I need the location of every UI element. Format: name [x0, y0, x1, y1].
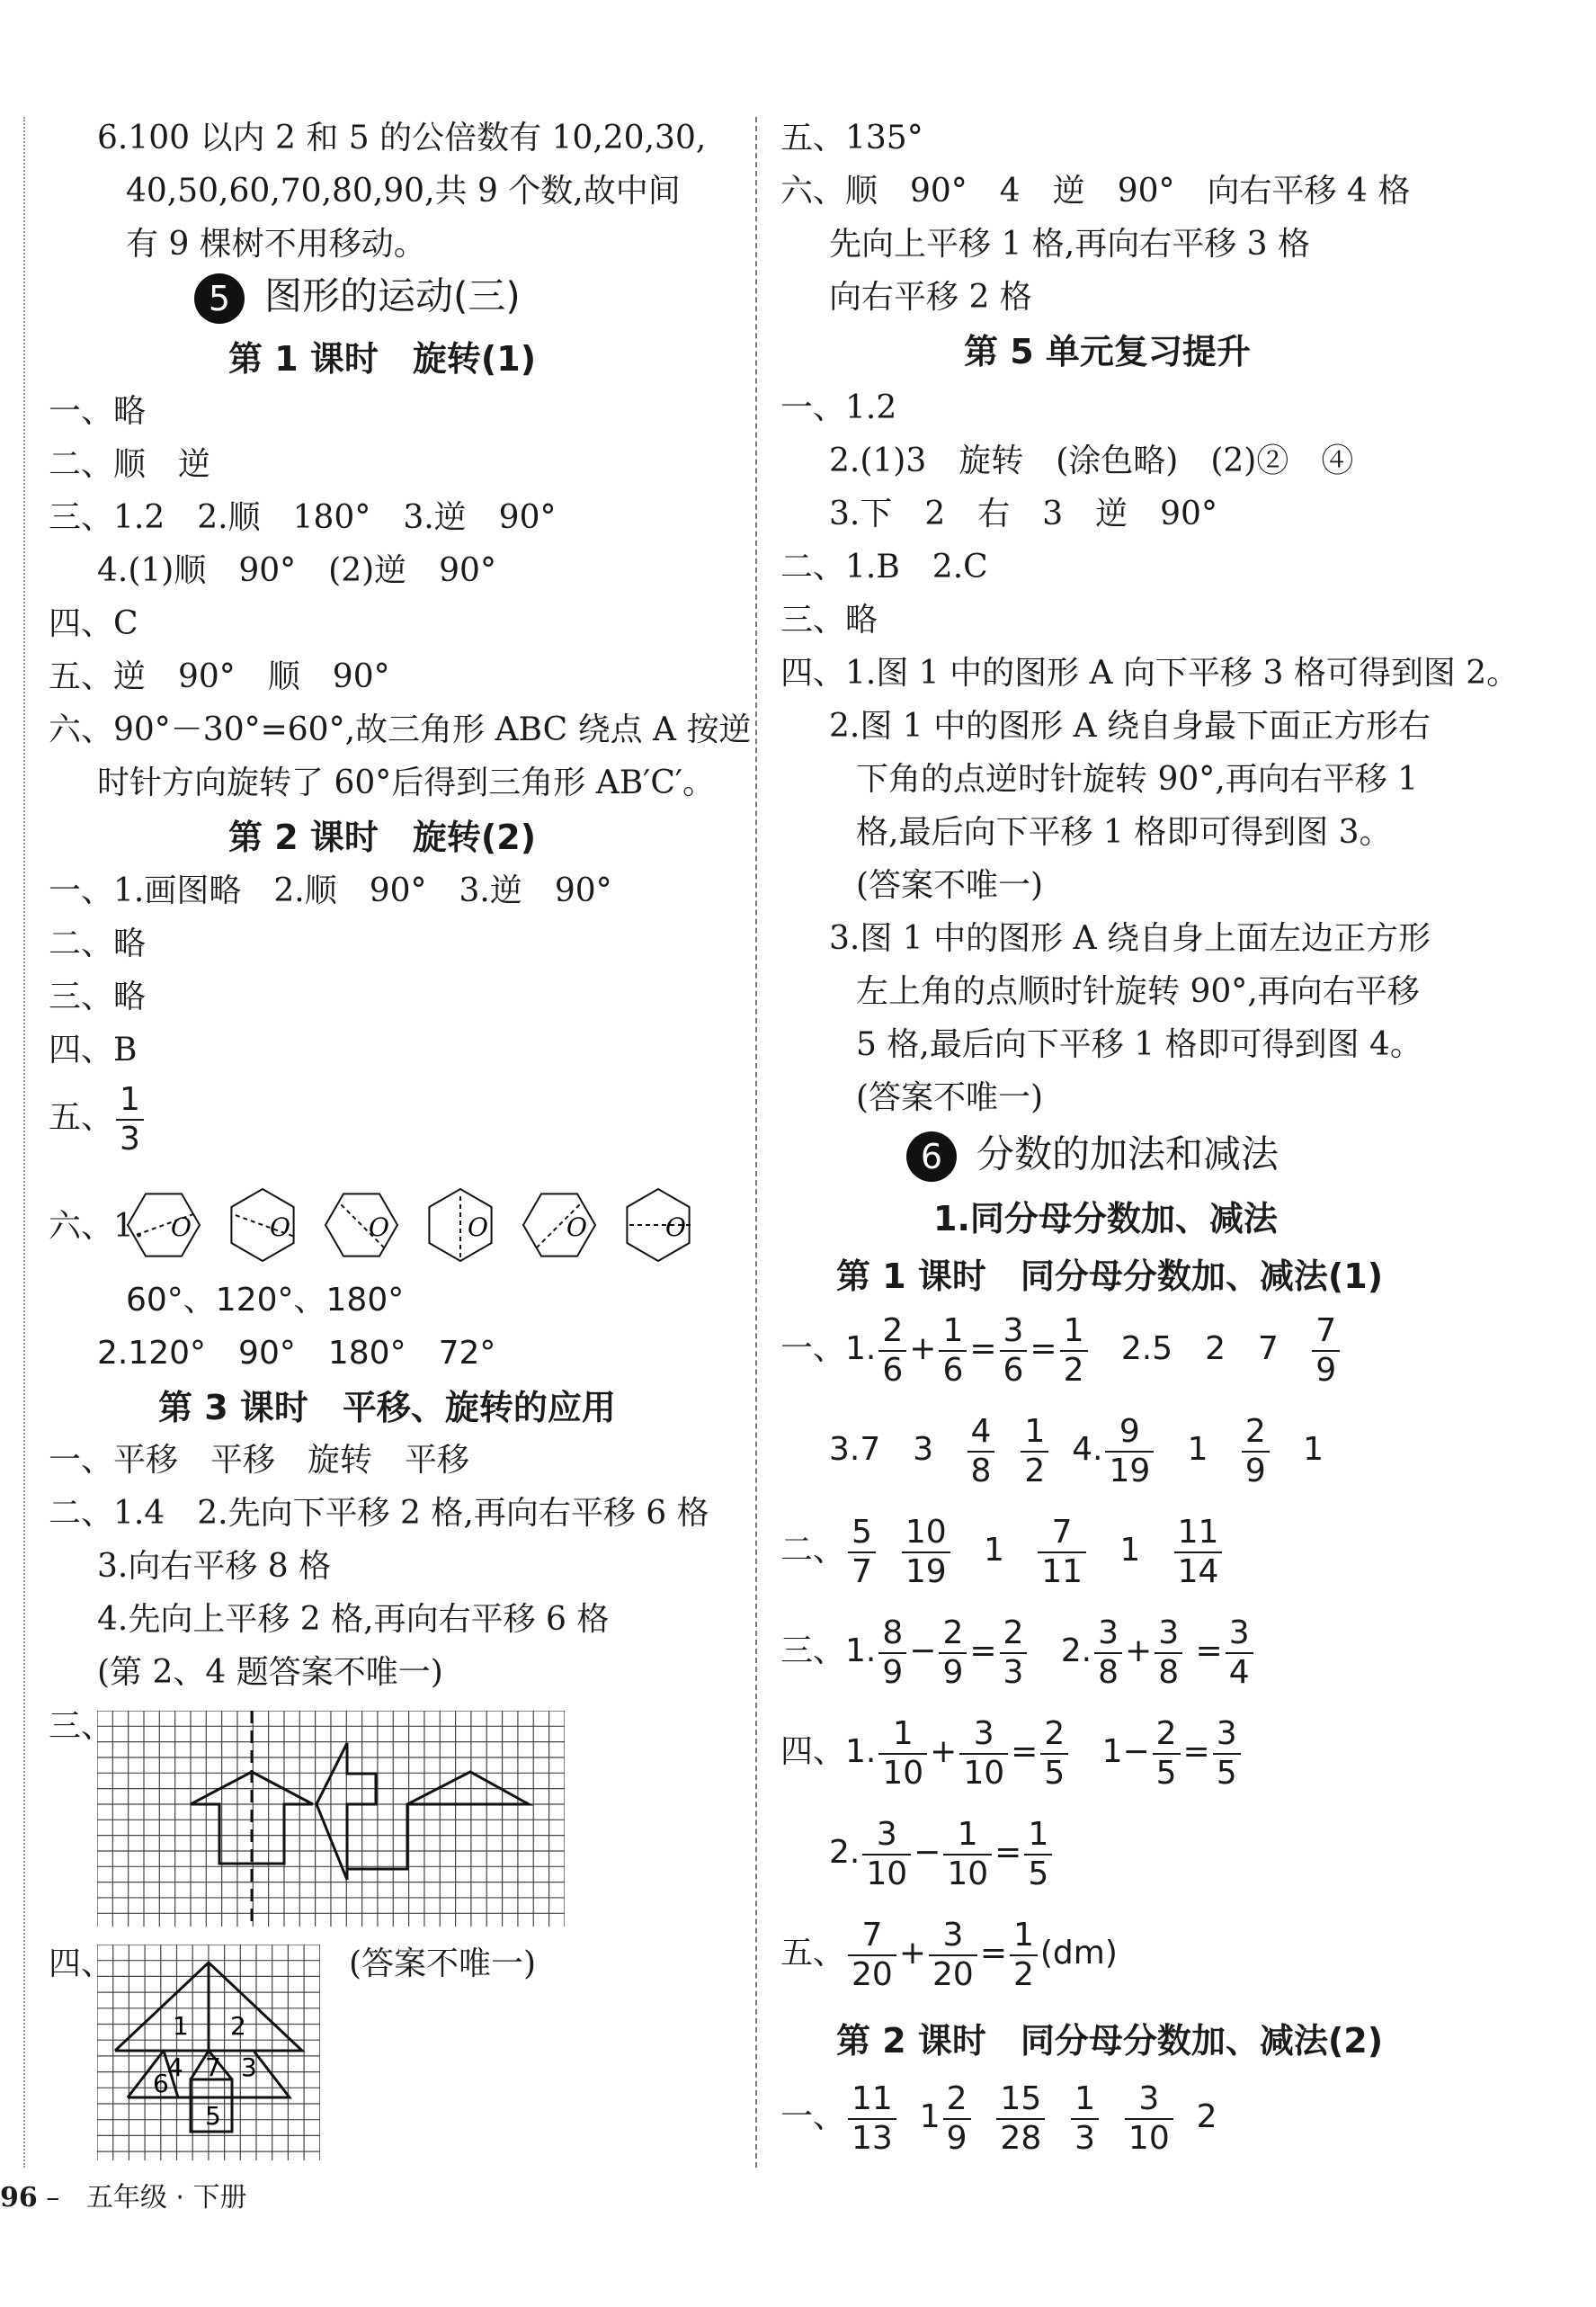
fraction: $\frac{3}{20}$: [929, 1919, 977, 1991]
answer-line: 2.(1)3 旋转 (涂色略) (2)② ④: [829, 443, 1354, 479]
answer-line: 六、90°－30°=60°,故三角形 ABC 绕点 A 按逆: [49, 711, 752, 748]
answer-line: 五、 $\frac{1}{3}$: [49, 1084, 147, 1156]
hexagon-figure: [626, 1189, 691, 1261]
fraction: $\frac{3}{6}$: [1000, 1315, 1028, 1387]
fraction: $\frac{5}{7}$: [848, 1516, 876, 1588]
unit-title: 分数的加法和减法: [976, 1131, 1279, 1176]
answer-note: (答案不唯一): [349, 1945, 537, 1982]
piece-number: 2: [230, 2011, 246, 2041]
fraction: $\frac{2}{5}$: [1040, 1718, 1068, 1790]
fraction-answer-line: 一、1. $\frac{2}{6}$ + $\frac{1}{6}$ = $\frac{3}{6}$ = $\frac{1}{2}$ 2.5 2 7 $\frac{7}{9}$: [780, 1315, 1342, 1387]
answer-line: (第 2、4 题答案不唯一): [97, 1654, 443, 1691]
fraction: $\frac{7}{9}$: [1312, 1315, 1340, 1387]
piece-number: 4: [167, 2052, 183, 2082]
center-label-o: O: [171, 1212, 192, 1242]
answer-label: 四、: [49, 1945, 114, 1982]
footer-dash: –: [46, 2182, 60, 2213]
fraction: $\frac{2}{3}$: [1000, 1617, 1028, 1689]
answer-line: 先向上平移 1 格,再向右平移 3 格: [829, 226, 1311, 263]
answer-line: (答案不唯一): [856, 1079, 1044, 1116]
fraction: $\frac{1}{5}$: [1024, 1819, 1052, 1891]
fraction: $\frac{1}{3}$: [1071, 2083, 1099, 2155]
hexagon-figure: [231, 1189, 293, 1261]
answer-line: 4.先向上平移 2 格,再向右平移 6 格: [97, 1601, 610, 1638]
fraction-answer-line: 三、1. $\frac{8}{9}$ − $\frac{2}{9}$ = $\frac{2}{3}$ 2. $\frac{3}{8}$ + $\frac{3}{8}$ = $\frac{3}{4}$: [780, 1617, 1256, 1689]
arrow-shape-moved: [347, 1772, 529, 1880]
answer-line: 一、略: [49, 393, 147, 430]
answer-label: 三、: [49, 1708, 114, 1745]
answer-line: 2.120° 90° 180° 72°: [97, 1335, 496, 1372]
answer-line: 三、略: [49, 979, 147, 1015]
fraction: $\frac{1}{6}$: [939, 1315, 967, 1387]
fraction: $\frac{10}{19}$: [902, 1516, 950, 1588]
piece-numbers: [153, 2011, 257, 2131]
answer-line: 3.向右平移 8 格: [97, 1548, 332, 1585]
fraction: $\frac{3}{8}$: [1155, 1617, 1182, 1689]
column-divider: [755, 117, 757, 2168]
answer-line: 四、B: [49, 1032, 138, 1069]
hexagon-figure: [429, 1189, 491, 1261]
answer-line: (答案不唯一): [856, 867, 1044, 904]
fraction: $\frac{1}{10}$: [878, 1718, 927, 1790]
answer-line: 60°、120°、180°: [126, 1282, 405, 1319]
fraction: $\frac{9}{19}$: [1105, 1416, 1154, 1488]
hexagon-figure: [325, 1194, 397, 1256]
unit-heading: [906, 1131, 1279, 1182]
fraction-answer-line: 四、1. $\frac{1}{10}$ + $\frac{3}{10}$ = $\frac{2}{5}$ 1− $\frac{2}{5}$ = $\frac{3}{5}$: [780, 1718, 1244, 1790]
unit-heading: [194, 273, 521, 324]
fraction-answer-line: 二、 $\frac{5}{7}$ $\frac{10}{19}$ 1 $\frac{7}{11}$ 1 $\frac{11}{14}$: [780, 1516, 1225, 1588]
fraction: $\frac{3}{10}$: [959, 1718, 1008, 1790]
section-heading: 第 2 课时 旋转(2): [228, 818, 537, 857]
piece-number: 1: [173, 2011, 189, 2041]
fraction: $\frac{2}{9}$: [1242, 1416, 1270, 1488]
fraction: $\frac{7}{20}$: [848, 1919, 896, 1991]
center-label-o: O: [369, 1212, 389, 1242]
answer-line: 一、1.画图略 2.顺 90° 3.逆 90°: [49, 872, 612, 909]
fraction: $\frac{3}{4}$: [1226, 1617, 1253, 1689]
grade-label: 五年级 · 下册: [85, 2182, 247, 2213]
text-line: 有 9 棵树不用移动。: [126, 226, 426, 263]
answer-line: 3.下 2 右 3 逆 90°: [829, 496, 1217, 532]
answer-line: 一、1.2: [780, 389, 897, 426]
hexagon-rotation-figures: [124, 1182, 718, 1268]
center-label-o: O: [566, 1212, 587, 1242]
subsection-heading: 1.同分母分数加、减法: [933, 1199, 1278, 1238]
answer-line: 六、顺 90° 4 逆 90° 向右平移 4 格: [780, 173, 1411, 210]
piece-number: 6: [153, 2069, 169, 2098]
fraction: $\frac{3}{10}$: [1125, 2083, 1173, 2155]
answer-line: 2.图 1 中的图形 A 绕自身最下面正方形右: [829, 708, 1431, 745]
fraction: $\frac{11}{14}$: [1174, 1516, 1223, 1588]
fraction: $\frac{2}{6}$: [878, 1315, 906, 1387]
section-heading: 第 1 课时 同分母分数加、减法(1): [836, 1256, 1384, 1296]
answer-line: 向右平移 2 格: [829, 279, 1032, 316]
section-heading: 第 5 单元复习提升: [964, 332, 1251, 371]
arrow-shape-rotated: [317, 1743, 376, 1880]
section-heading: 第 2 课时 同分母分数加、减法(2): [836, 2021, 1384, 2061]
answer-line: 三、1.2 2.顺 180° 3.逆 90°: [49, 499, 557, 536]
fraction: $\frac{7}{11}$: [1038, 1516, 1086, 1588]
fraction: $\frac{1}{2}$: [1010, 1919, 1038, 1991]
answer-line: 五、逆 90° 顺 90°: [49, 658, 390, 695]
fraction: $\frac{1}{2}$: [1021, 1416, 1048, 1488]
fraction: $\frac{2}{9}$: [939, 1617, 967, 1689]
tangram-tree-figure: [97, 1945, 320, 2160]
grid-lines: [97, 1711, 565, 1927]
center-label-o: O: [468, 1212, 488, 1242]
fraction-answer-line: 2. $\frac{3}{10}$ − $\frac{1}{10}$ = $\frac{1}{5}$: [829, 1819, 1055, 1891]
answer-line: 4.(1)顺 90° (2)逆 90°: [97, 552, 496, 589]
answer-line: 一、平移 平移 旋转 平移: [49, 1442, 470, 1479]
answer-line: 5 格,最后向下平移 1 格即可得到图 4。: [856, 1026, 1422, 1063]
piece-number: 5: [205, 2101, 221, 2131]
answer-line: 二、顺 逆: [49, 446, 211, 483]
answer-line: 二、1.4 2.先向下平移 2 格,再向右平移 6 格: [49, 1495, 709, 1532]
answer-line: 四、C: [49, 605, 138, 642]
fraction: $\frac{4}{8}$: [967, 1416, 995, 1488]
unit-title: 图形的运动(三): [264, 273, 521, 318]
page-footer: [0, 2175, 246, 2214]
piece-number: 3: [241, 2052, 257, 2082]
translation-grid-figure: [97, 1711, 565, 1927]
fraction: $\frac{1}{3}$: [116, 1084, 144, 1156]
fraction: $\frac{1}{2}$: [1060, 1315, 1088, 1387]
fraction: $\frac{8}{9}$: [878, 1617, 906, 1689]
center-label-o: O: [665, 1212, 686, 1242]
margin-line: [23, 117, 25, 2168]
answer-line: 左上角的点顺时针旋转 90°,再向右平移: [856, 973, 1420, 1010]
answer-line: 二、略: [49, 925, 147, 962]
center-label-o: O: [270, 1212, 290, 1242]
page-number: 96: [0, 2182, 38, 2213]
section-heading: 第 3 课时 平移、旋转的应用: [158, 1388, 616, 1427]
fraction: $\frac{1}{10}$: [943, 1819, 992, 1891]
answer-line: 四、1.图 1 中的图形 A 向下平移 3 格可得到图 2。: [780, 655, 1520, 692]
answer-line: 下角的点逆时针旋转 90°,再向右平移 1: [856, 761, 1419, 798]
fraction: $\frac{2}{9}$: [943, 2083, 971, 2155]
text-line: 40,50,60,70,80,90,共 9 个数,故中间: [126, 173, 681, 210]
answer-line: 二、1.B 2.C: [780, 549, 988, 586]
hexagon-figure: [523, 1194, 595, 1256]
section-heading: 第 1 课时 旋转(1): [228, 339, 537, 379]
fraction: $\frac{2}{5}$: [1153, 1718, 1181, 1790]
text-line: 6.100 以内 2 和 5 的公倍数有 10,20,30,: [97, 120, 707, 156]
fraction-answer-line: 五、 $\frac{7}{20}$ + $\frac{3}{20}$ = $\frac{1}{2}$ (dm): [780, 1917, 1118, 1993]
hexagon-figure: [128, 1194, 200, 1256]
piece-number: 7: [205, 2052, 221, 2082]
fraction: $\frac{3}{5}$: [1213, 1718, 1241, 1790]
unit-badge: 5: [194, 273, 245, 324]
fraction: $\frac{15}{28}$: [996, 2083, 1045, 2155]
answer-line: 3.图 1 中的图形 A 绕自身上面左边正方形: [829, 920, 1431, 957]
answer-line: 五、135°: [780, 120, 923, 156]
fraction-answer-line: 3.7 3 $\frac{4}{8}$ $\frac{1}{2}$ 4. $\frac{9}{19}$ 1 $\frac{2}{9}$ 1: [829, 1413, 1324, 1489]
answer-line: 三、略: [780, 602, 878, 639]
answer-line: 六、1.: [49, 1208, 145, 1245]
fraction: $\frac{3}{8}$: [1094, 1617, 1122, 1689]
unit-badge: 6: [906, 1131, 957, 1182]
fraction-answer-line: 一、 $\frac{11}{13}$ 1 $\frac{2}{9}$ $\frac{15}{28}$ $\frac{1}{3}$ $\frac{3}{10}$ 2: [780, 2080, 1217, 2157]
answer-line: 格,最后向下平移 1 格即可得到图 3。: [856, 814, 1392, 851]
hexagon-set: [128, 1189, 691, 1261]
fraction: $\frac{11}{13}$: [848, 2083, 896, 2155]
fraction: $\frac{3}{10}$: [862, 1819, 911, 1891]
answer-line: 时针方向旋转了 60°后得到三角形 AB′C′。: [97, 765, 716, 801]
